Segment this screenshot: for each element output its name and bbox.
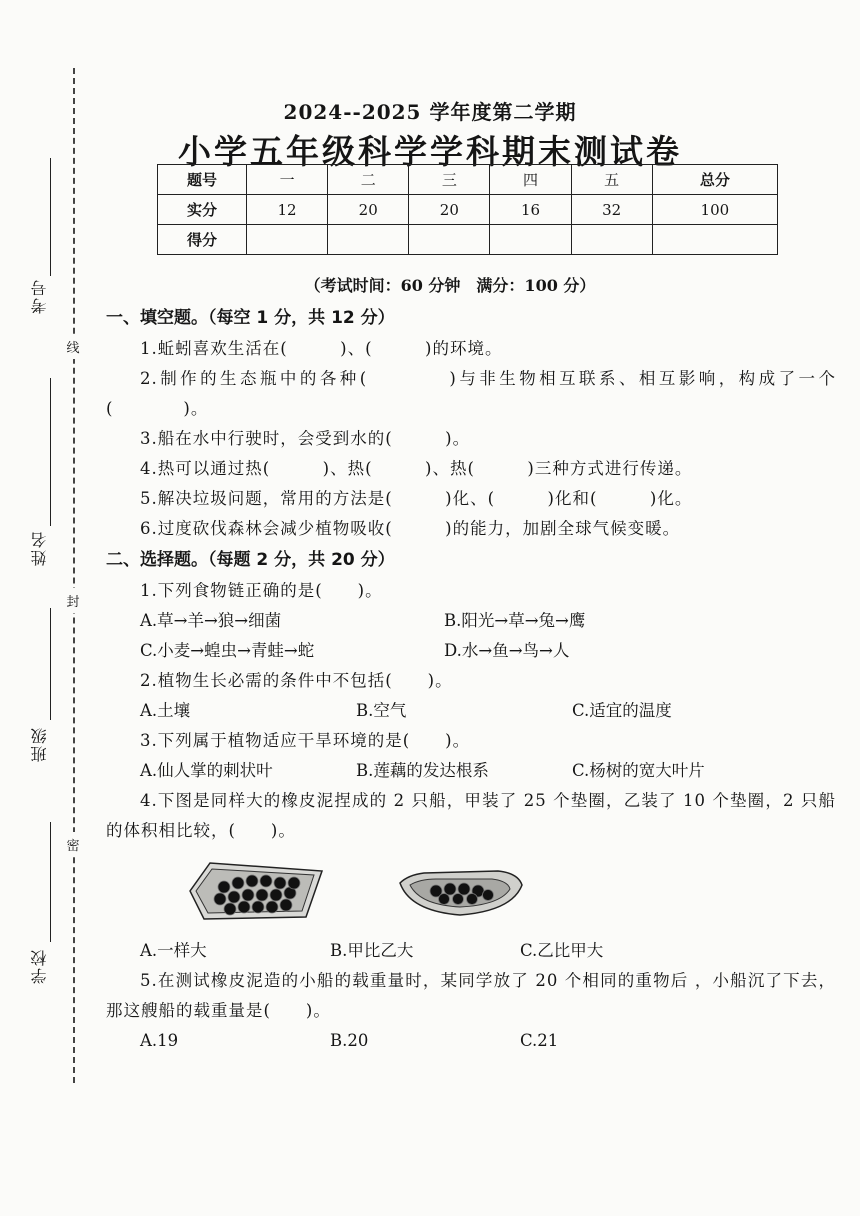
choice-options-3 <box>106 756 836 786</box>
field-label-class: 班级 <box>30 726 49 762</box>
field-label-school: 学校 <box>30 948 49 984</box>
score-cell: 16 <box>490 195 571 225</box>
score-table-row-question-no <box>158 165 778 195</box>
option-c: C.21 <box>520 1031 559 1050</box>
school-year: 2024--2025 学年度第二学期 <box>283 100 577 124</box>
score-table-row-points <box>158 195 778 225</box>
choice-options-1b <box>106 636 836 666</box>
option-d: D.水→鱼→鸟→人 <box>444 641 570 660</box>
seal-char-xian: 线 <box>64 334 82 359</box>
score-cell: 三 <box>409 165 490 195</box>
field-line-school[interactable] <box>50 822 51 942</box>
score-cell: 四 <box>490 165 571 195</box>
section-1-heading: 一、填空题。（每空 1 分，共 12 分） <box>106 308 395 328</box>
option-b: B.20 <box>330 1031 369 1050</box>
option-c: C.小麦→蝗虫→青蛙→蛇 <box>140 641 315 660</box>
fill-question-2: 2.制作的生态瓶中的各种( )与非生物相互联系、相互影响，构成了一个( )。 <box>106 369 836 418</box>
score-entry-cell[interactable] <box>490 225 571 255</box>
score-entry-cell[interactable] <box>328 225 409 255</box>
exam-content <box>106 302 836 1056</box>
choice-question-2: 2.植物生长必需的条件中不包括( )。 <box>140 671 453 690</box>
score-entry-cell[interactable] <box>409 225 490 255</box>
score-cell: 20 <box>328 195 409 225</box>
option-b: B.空气 <box>356 701 407 720</box>
score-entry-cell[interactable] <box>571 225 652 255</box>
score-entry-cell[interactable] <box>652 225 777 255</box>
option-a: A.19 <box>140 1031 179 1050</box>
choice-question-4: 4.下图是同样大的橡皮泥捏成的 2 只船，甲装了 25 个垫圈，乙装了 10 个垫圈，2 只船的体积相比较，( )。 <box>106 791 836 840</box>
choice-question-1: 1.下列食物链正确的是( )。 <box>140 581 383 600</box>
option-a: A.一样大 <box>140 941 207 960</box>
boat-jia-image <box>186 857 326 925</box>
score-cell: 题号 <box>158 165 247 195</box>
choice-options-4 <box>106 936 836 966</box>
fill-question-3: 3.船在水中行驶时，会受到水的( )。 <box>140 429 471 448</box>
score-cell: 32 <box>571 195 652 225</box>
score-cell: 五 <box>571 165 652 195</box>
option-b: B.阳光→草→兔→鹰 <box>444 611 586 630</box>
section-2-heading: 二、选择题。（每题 2 分，共 20 分） <box>106 550 395 570</box>
score-cell: 得分 <box>158 225 247 255</box>
choice-options-5 <box>106 1026 836 1056</box>
option-c: C.乙比甲大 <box>520 941 604 960</box>
field-label-exam-no: 考号 <box>30 278 49 314</box>
field-line-class[interactable] <box>50 608 51 720</box>
seal-char-feng: 封 <box>64 588 82 613</box>
choice-options-1 <box>106 606 836 636</box>
score-table <box>157 164 778 255</box>
option-b: B.莲藕的发达根系 <box>356 761 489 780</box>
choice-question-5: 5.在测试橡皮泥造的小船的载重量时，某同学放了 20 个相同的重物后 ，小船沉了下去，那这艘船的载重量是( )。 <box>106 971 836 1020</box>
fill-question-1: 1.蚯蚓喜欢生活在( )、( )的环境。 <box>140 339 503 358</box>
score-cell: 12 <box>247 195 328 225</box>
option-a: A.土壤 <box>140 701 191 720</box>
seal-char-mi: 密 <box>64 832 82 857</box>
option-c: C.杨树的宽大叶片 <box>572 761 705 780</box>
fill-question-5: 5.解决垃圾问题，常用的方法是( )化、( )化和( )化。 <box>140 489 693 508</box>
score-cell: 20 <box>409 195 490 225</box>
exam-title: 小学五年级科学学科期末测试卷 <box>178 132 682 171</box>
field-line-exam-no[interactable] <box>50 158 51 276</box>
score-entry-cell[interactable] <box>247 225 328 255</box>
fill-question-4: 4.热可以通过热( )、热( )、热( )三种方式进行传递。 <box>140 459 693 478</box>
binding-strip <box>0 0 100 1216</box>
field-label-name: 姓名 <box>30 530 49 566</box>
score-cell: 一 <box>247 165 328 195</box>
option-b: B.甲比乙大 <box>330 941 414 960</box>
option-c: C.适宜的温度 <box>572 701 672 720</box>
score-cell: 总分 <box>652 165 777 195</box>
score-cell: 100 <box>652 195 777 225</box>
score-cell: 二 <box>328 165 409 195</box>
score-cell: 实分 <box>158 195 247 225</box>
boats-figure <box>106 846 836 936</box>
boat-yi-image <box>396 861 526 921</box>
choice-options-2 <box>106 696 836 726</box>
choice-question-3: 3.下列属于植物适应干旱环境的是( )。 <box>140 731 471 750</box>
seal-dashed-line <box>73 68 75 1083</box>
field-line-name[interactable] <box>50 378 51 526</box>
exam-info: （考试时间：60 分钟 满分：100 分） <box>304 276 596 295</box>
fill-question-6: 6.过度砍伐森林会减少植物吸收( )的能力，加剧全球气候变暖。 <box>140 519 681 538</box>
score-table-row-score <box>158 225 778 255</box>
option-a: A.仙人掌的刺状叶 <box>140 761 273 780</box>
option-a: A.草→羊→狼→细菌 <box>140 611 282 630</box>
